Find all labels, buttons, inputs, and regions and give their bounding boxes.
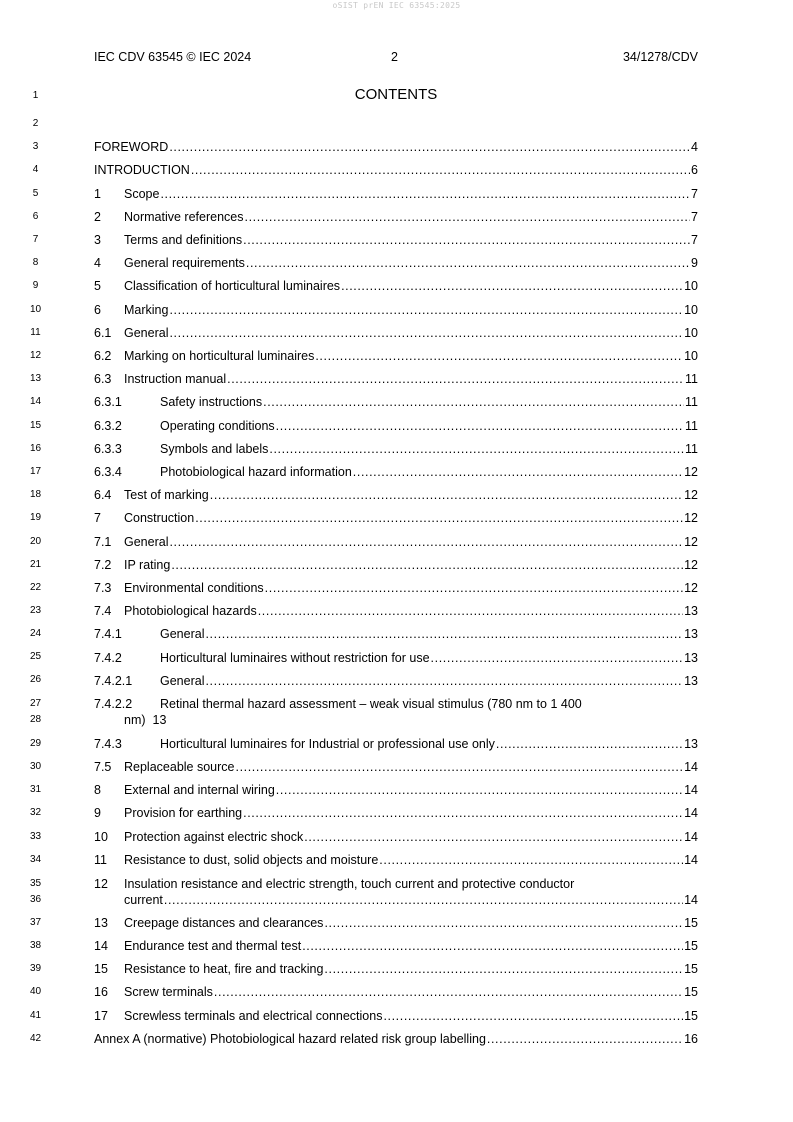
toc-entry-number: 7.4.2 bbox=[94, 651, 122, 665]
toc-dot-leader bbox=[315, 348, 683, 364]
toc-entry-title: Resistance to heat, fire and tracking bbox=[124, 962, 324, 976]
toc-entry-title: Instruction manual bbox=[124, 372, 227, 386]
header-reference: 34/1278/CDV bbox=[622, 50, 698, 64]
toc-entry-page: 15 bbox=[684, 985, 698, 999]
toc-dot-leader bbox=[341, 278, 683, 294]
toc-dot-leader bbox=[379, 852, 683, 868]
toc-entry[interactable] bbox=[94, 278, 698, 294]
toc-entry-title: Creepage distances and clearances bbox=[124, 916, 324, 930]
toc-dot-leader bbox=[353, 464, 683, 480]
page-header bbox=[94, 50, 698, 66]
toc-entry-number: 8 bbox=[94, 783, 101, 797]
toc-entry-title-continuation: nm) bbox=[124, 713, 146, 727]
toc-entry[interactable] bbox=[94, 736, 698, 752]
toc-dot-leader bbox=[160, 186, 690, 202]
toc-entry[interactable] bbox=[94, 626, 698, 642]
toc-dot-leader bbox=[164, 892, 683, 908]
toc-entry-page: 15 bbox=[684, 939, 698, 953]
toc-entry-number: 14 bbox=[94, 939, 108, 953]
toc-dot-leader bbox=[236, 759, 684, 775]
toc-entry-number: 6 bbox=[94, 303, 101, 317]
toc-entry[interactable] bbox=[94, 162, 698, 178]
line-number: 5 bbox=[32, 188, 39, 199]
toc-entry[interactable] bbox=[94, 255, 698, 271]
line-number: 10 bbox=[29, 304, 42, 315]
line-number: 23 bbox=[29, 605, 42, 616]
line-number: 6 bbox=[32, 211, 39, 222]
toc-dot-leader bbox=[243, 232, 690, 248]
toc-entry-title: Classification of horticultural luminaires bbox=[124, 279, 341, 293]
line-number: 18 bbox=[29, 489, 42, 500]
toc-entry-page: 15 bbox=[684, 916, 698, 930]
toc-entry-number: 7.5 bbox=[94, 760, 112, 774]
toc-entry-title: Protection against electric shock bbox=[124, 830, 304, 844]
toc-entry[interactable] bbox=[94, 487, 698, 503]
line-number: 2 bbox=[32, 118, 39, 129]
toc-entry-number: 7.2 bbox=[94, 558, 112, 572]
toc-entry-number: 6.2 bbox=[94, 349, 112, 363]
toc-entry-page: 7 bbox=[691, 210, 698, 224]
toc-entry-title: Endurance test and thermal test bbox=[124, 939, 302, 953]
toc-dot-leader bbox=[324, 915, 683, 931]
toc-entry-title: Terms and definitions bbox=[124, 233, 243, 247]
toc-entry-page: 13 bbox=[684, 604, 698, 618]
line-number: 19 bbox=[29, 512, 42, 523]
page-title: CONTENTS bbox=[354, 86, 438, 103]
toc-entry-page: 13 bbox=[684, 737, 698, 751]
line-number: 26 bbox=[29, 674, 42, 685]
toc-entry-page: 14 bbox=[684, 853, 698, 867]
toc-entry[interactable] bbox=[94, 650, 698, 666]
toc-entry-title: Resistance to dust, solid objects and moisture bbox=[124, 853, 379, 867]
toc-entry-title: Scope bbox=[124, 187, 160, 201]
toc-entry-title: Normative references bbox=[124, 210, 244, 224]
toc-dot-leader bbox=[304, 829, 683, 845]
toc-entry[interactable] bbox=[94, 348, 698, 364]
toc-dot-leader bbox=[169, 325, 683, 341]
line-number: 15 bbox=[29, 420, 42, 431]
line-number: 14 bbox=[29, 396, 42, 407]
line-number: 41 bbox=[29, 1010, 42, 1021]
line-number: 31 bbox=[29, 784, 42, 795]
toc-entry-title: Insulation resistance and electric strength, touch current and protective conductor bbox=[124, 877, 575, 891]
toc-entry-number: 7.3 bbox=[94, 581, 112, 595]
toc-entry-title: Test of marking bbox=[124, 488, 209, 502]
toc-entry[interactable] bbox=[94, 534, 698, 550]
toc-entry-page: 6 bbox=[691, 163, 698, 177]
toc-entry-page: 14 bbox=[684, 806, 698, 820]
line-number: 32 bbox=[29, 807, 42, 818]
toc-entry-page: 9 bbox=[691, 256, 698, 270]
toc-entry-number: 16 bbox=[94, 985, 108, 999]
line-number: 4 bbox=[32, 164, 39, 175]
toc-dot-leader bbox=[214, 984, 683, 1000]
toc-entry-number: 6.3.4 bbox=[94, 465, 122, 479]
line-number: 8 bbox=[32, 257, 39, 268]
toc-entry-title: Marking bbox=[124, 303, 169, 317]
toc-entry-page: 13 bbox=[684, 674, 698, 688]
toc-entry-number: 6.3.3 bbox=[94, 442, 122, 456]
toc-entry[interactable] bbox=[94, 696, 698, 712]
toc-dot-leader bbox=[487, 1031, 683, 1047]
toc-dot-leader bbox=[227, 371, 684, 387]
toc-entry-number: 7.4.3 bbox=[94, 737, 122, 751]
toc-entry-title: General bbox=[160, 674, 205, 688]
toc-entry-title: Annex A (normative) Photobiological hazard related risk group labelling bbox=[94, 1032, 486, 1046]
line-number: 35 bbox=[29, 878, 42, 889]
line-number: 27 bbox=[29, 698, 42, 709]
toc-dot-leader bbox=[276, 782, 683, 798]
toc-entry-page: 7 bbox=[691, 187, 698, 201]
toc-entry[interactable] bbox=[94, 961, 698, 977]
line-number: 38 bbox=[29, 940, 42, 951]
toc-entry-number: 7.4.1 bbox=[94, 627, 122, 641]
toc-entry-number: 10 bbox=[94, 830, 108, 844]
toc-entry-title-continuation: current bbox=[124, 893, 163, 907]
toc-dot-leader bbox=[276, 418, 684, 434]
toc-entry-number: 7.4.2.2 bbox=[94, 697, 133, 711]
toc-entry-number: 9 bbox=[94, 806, 101, 820]
toc-entry[interactable] bbox=[94, 1031, 698, 1047]
toc-dot-leader bbox=[195, 510, 683, 526]
toc-entry[interactable] bbox=[94, 938, 698, 954]
toc-entry[interactable] bbox=[94, 302, 698, 318]
toc-entry-number: 6.4 bbox=[94, 488, 112, 502]
toc-entry-page: 12 bbox=[684, 511, 698, 525]
toc-entry-page: 12 bbox=[684, 535, 698, 549]
toc-dot-leader bbox=[263, 394, 684, 410]
line-number: 22 bbox=[29, 582, 42, 593]
toc-dot-leader bbox=[324, 961, 683, 977]
header-page-number: 2 bbox=[391, 50, 398, 64]
toc-entry[interactable] bbox=[94, 232, 698, 248]
toc-entry-title: General bbox=[124, 326, 169, 340]
line-number: 20 bbox=[29, 536, 42, 547]
toc-entry-page: 11 bbox=[685, 419, 698, 433]
toc-entry-number: 6.3 bbox=[94, 372, 112, 386]
toc-entry[interactable] bbox=[94, 394, 698, 410]
line-number: 21 bbox=[29, 559, 42, 570]
toc-entry-page: 12 bbox=[684, 558, 698, 572]
toc-entry[interactable] bbox=[94, 984, 698, 1000]
toc-entry-page: 4 bbox=[691, 140, 698, 154]
toc-dot-leader bbox=[245, 209, 691, 225]
toc-entry-page: 15 bbox=[684, 1009, 698, 1023]
toc-entry[interactable] bbox=[94, 759, 698, 775]
toc-entry-title: Screw terminals bbox=[124, 985, 213, 999]
toc-entry-page: 10 bbox=[684, 326, 698, 340]
toc-entry-title: External and internal wiring bbox=[124, 783, 275, 797]
line-number: 11 bbox=[30, 327, 41, 338]
toc-entry[interactable] bbox=[94, 852, 698, 868]
toc-dot-leader bbox=[243, 805, 683, 821]
toc-dot-leader bbox=[169, 139, 690, 155]
toc-entry-page: 15 bbox=[684, 962, 698, 976]
line-number: 42 bbox=[29, 1033, 42, 1044]
toc-entry-page: 11 bbox=[685, 395, 698, 409]
toc-entry[interactable] bbox=[94, 829, 698, 845]
toc-entry-number: 2 bbox=[94, 210, 101, 224]
toc-entry-number: 13 bbox=[94, 916, 108, 930]
toc-entry-page: 14 bbox=[684, 760, 698, 774]
line-number: 34 bbox=[29, 854, 42, 865]
toc-entry[interactable] bbox=[94, 876, 698, 892]
toc-entry[interactable] bbox=[94, 510, 698, 526]
toc-entry-page: 10 bbox=[684, 279, 698, 293]
toc-entry[interactable] bbox=[94, 371, 698, 387]
toc-entry[interactable] bbox=[94, 580, 698, 596]
toc-entry[interactable] bbox=[94, 673, 698, 689]
toc-entry-title: General bbox=[160, 627, 205, 641]
line-number: 24 bbox=[29, 628, 42, 639]
toc-entry[interactable] bbox=[94, 441, 698, 457]
toc-entry-title: Marking on horticultural luminaires bbox=[124, 349, 315, 363]
toc-entry-page: 12 bbox=[684, 488, 698, 502]
toc-entry-page: 16 bbox=[684, 1032, 698, 1046]
toc-entry-title: FOREWORD bbox=[94, 140, 169, 154]
toc-entry-title: INTRODUCTION bbox=[94, 163, 190, 177]
line-number: 29 bbox=[29, 738, 42, 749]
line-number: 33 bbox=[29, 831, 42, 842]
toc-entry-page: 7 bbox=[691, 233, 698, 247]
toc-dot-leader bbox=[191, 162, 690, 178]
line-number: 17 bbox=[29, 466, 42, 477]
toc-entry-number: 6.1 bbox=[94, 326, 112, 340]
toc-entry[interactable] bbox=[94, 557, 698, 573]
toc-dot-leader bbox=[246, 255, 690, 271]
toc-entry-number: 12 bbox=[94, 877, 108, 891]
toc-entry-page: 14 bbox=[684, 830, 698, 844]
toc-entry[interactable] bbox=[94, 915, 698, 931]
toc-entry-number: 7.4 bbox=[94, 604, 112, 618]
toc-entry-title: Provision for earthing bbox=[124, 806, 243, 820]
toc-entry-title: Retinal thermal hazard assessment – weak visual stimulus (780 nm to 1 400 bbox=[160, 697, 582, 711]
toc-entry-number: 15 bbox=[94, 962, 108, 976]
toc-entry-page: 12 bbox=[684, 465, 698, 479]
toc-entry-number: 5 bbox=[94, 279, 101, 293]
line-number: 7 bbox=[32, 234, 39, 245]
toc-dot-leader bbox=[169, 534, 683, 550]
toc-entry-page: 10 bbox=[684, 349, 698, 363]
line-number: 25 bbox=[29, 651, 42, 662]
toc-entry-number: 1 bbox=[94, 187, 101, 201]
toc-entry[interactable] bbox=[94, 186, 698, 202]
line-number: 3 bbox=[32, 141, 39, 152]
toc-entry[interactable] bbox=[94, 782, 698, 798]
toc-entry[interactable] bbox=[94, 1008, 698, 1024]
toc-entry-title: Photobiological hazards bbox=[124, 604, 257, 618]
toc-entry-page: 11 bbox=[685, 442, 698, 456]
toc-entry[interactable] bbox=[94, 418, 698, 434]
toc-entry-title: Replaceable source bbox=[124, 760, 235, 774]
toc-dot-leader bbox=[169, 302, 683, 318]
header-document-id: IEC CDV 63545 © IEC 2024 bbox=[94, 50, 252, 64]
toc-entry[interactable] bbox=[94, 209, 698, 225]
toc-entry-number: 7 bbox=[94, 511, 101, 525]
line-number: 37 bbox=[29, 917, 42, 928]
toc-entry-page: 13 bbox=[684, 651, 698, 665]
toc-dot-leader bbox=[431, 650, 684, 666]
toc-entry-number: 3 bbox=[94, 233, 101, 247]
watermark: oSIST prEN IEC 63545:2025 bbox=[332, 1, 461, 10]
toc-dot-leader bbox=[171, 557, 683, 573]
toc-entry-continuation[interactable] bbox=[124, 712, 698, 728]
toc-dot-leader bbox=[205, 673, 683, 689]
toc-entry-continuation[interactable] bbox=[124, 892, 698, 908]
toc-dot-leader bbox=[258, 603, 683, 619]
line-number: 39 bbox=[29, 963, 42, 974]
toc-entry-number: 17 bbox=[94, 1009, 108, 1023]
toc-entry-number: 7.4.2.1 bbox=[94, 674, 133, 688]
toc-entry-page: 12 bbox=[684, 581, 698, 595]
line-number: 1 bbox=[32, 90, 39, 101]
toc-entry-number: 6.3.2 bbox=[94, 419, 122, 433]
toc-entry[interactable] bbox=[94, 603, 698, 619]
toc-dot-leader bbox=[302, 938, 683, 954]
line-number: 12 bbox=[29, 350, 42, 361]
toc-entry-page: 14 bbox=[684, 783, 698, 797]
toc-entry-number: 7.1 bbox=[94, 535, 112, 549]
toc-entry-title: Environmental conditions bbox=[124, 581, 264, 595]
toc-entry-title: Screwless terminals and electrical connections bbox=[124, 1009, 383, 1023]
toc-entry-page: 11 bbox=[685, 372, 698, 386]
toc-entry[interactable] bbox=[94, 139, 698, 155]
toc-entry-page: 10 bbox=[684, 303, 698, 317]
toc-entry-title: General bbox=[124, 535, 169, 549]
line-number: 28 bbox=[29, 714, 42, 725]
toc-entry-title: Horticultural luminaires without restriction for use bbox=[160, 651, 430, 665]
line-number: 36 bbox=[29, 894, 42, 905]
toc-entry-number: 11 bbox=[94, 853, 107, 867]
toc-entry-title: General requirements bbox=[124, 256, 245, 270]
toc-dot-leader bbox=[269, 441, 684, 457]
line-number: 16 bbox=[29, 443, 42, 454]
toc-entry-page: 13 bbox=[684, 627, 698, 641]
toc-dot-leader bbox=[496, 736, 683, 752]
toc-entry[interactable] bbox=[94, 325, 698, 341]
toc-entry-page: 13 bbox=[152, 713, 167, 727]
toc-entry-title: Safety instructions bbox=[160, 395, 263, 409]
toc-entry-title: Photobiological hazard information bbox=[160, 465, 352, 479]
toc-dot-leader bbox=[383, 1008, 683, 1024]
toc-entry-title: Symbols and labels bbox=[160, 442, 269, 456]
toc-dot-leader bbox=[265, 580, 683, 596]
toc-entry-page: 14 bbox=[684, 893, 698, 907]
toc-dot-leader bbox=[205, 626, 683, 642]
toc-entry-title: Construction bbox=[124, 511, 195, 525]
toc-entry-title: Operating conditions bbox=[160, 419, 275, 433]
toc-dot-leader bbox=[210, 487, 683, 503]
toc-entry-number: 4 bbox=[94, 256, 101, 270]
line-number: 40 bbox=[29, 986, 42, 997]
toc-entry-number: 6.3.1 bbox=[94, 395, 122, 409]
toc-entry[interactable] bbox=[94, 805, 698, 821]
line-number: 30 bbox=[29, 761, 42, 772]
toc-entry[interactable] bbox=[94, 464, 698, 480]
line-number: 13 bbox=[29, 373, 42, 384]
line-number: 9 bbox=[32, 280, 39, 291]
toc-entry-title: Horticultural luminaires for Industrial or professional use only bbox=[160, 737, 495, 751]
toc-entry-title: IP rating bbox=[124, 558, 171, 572]
